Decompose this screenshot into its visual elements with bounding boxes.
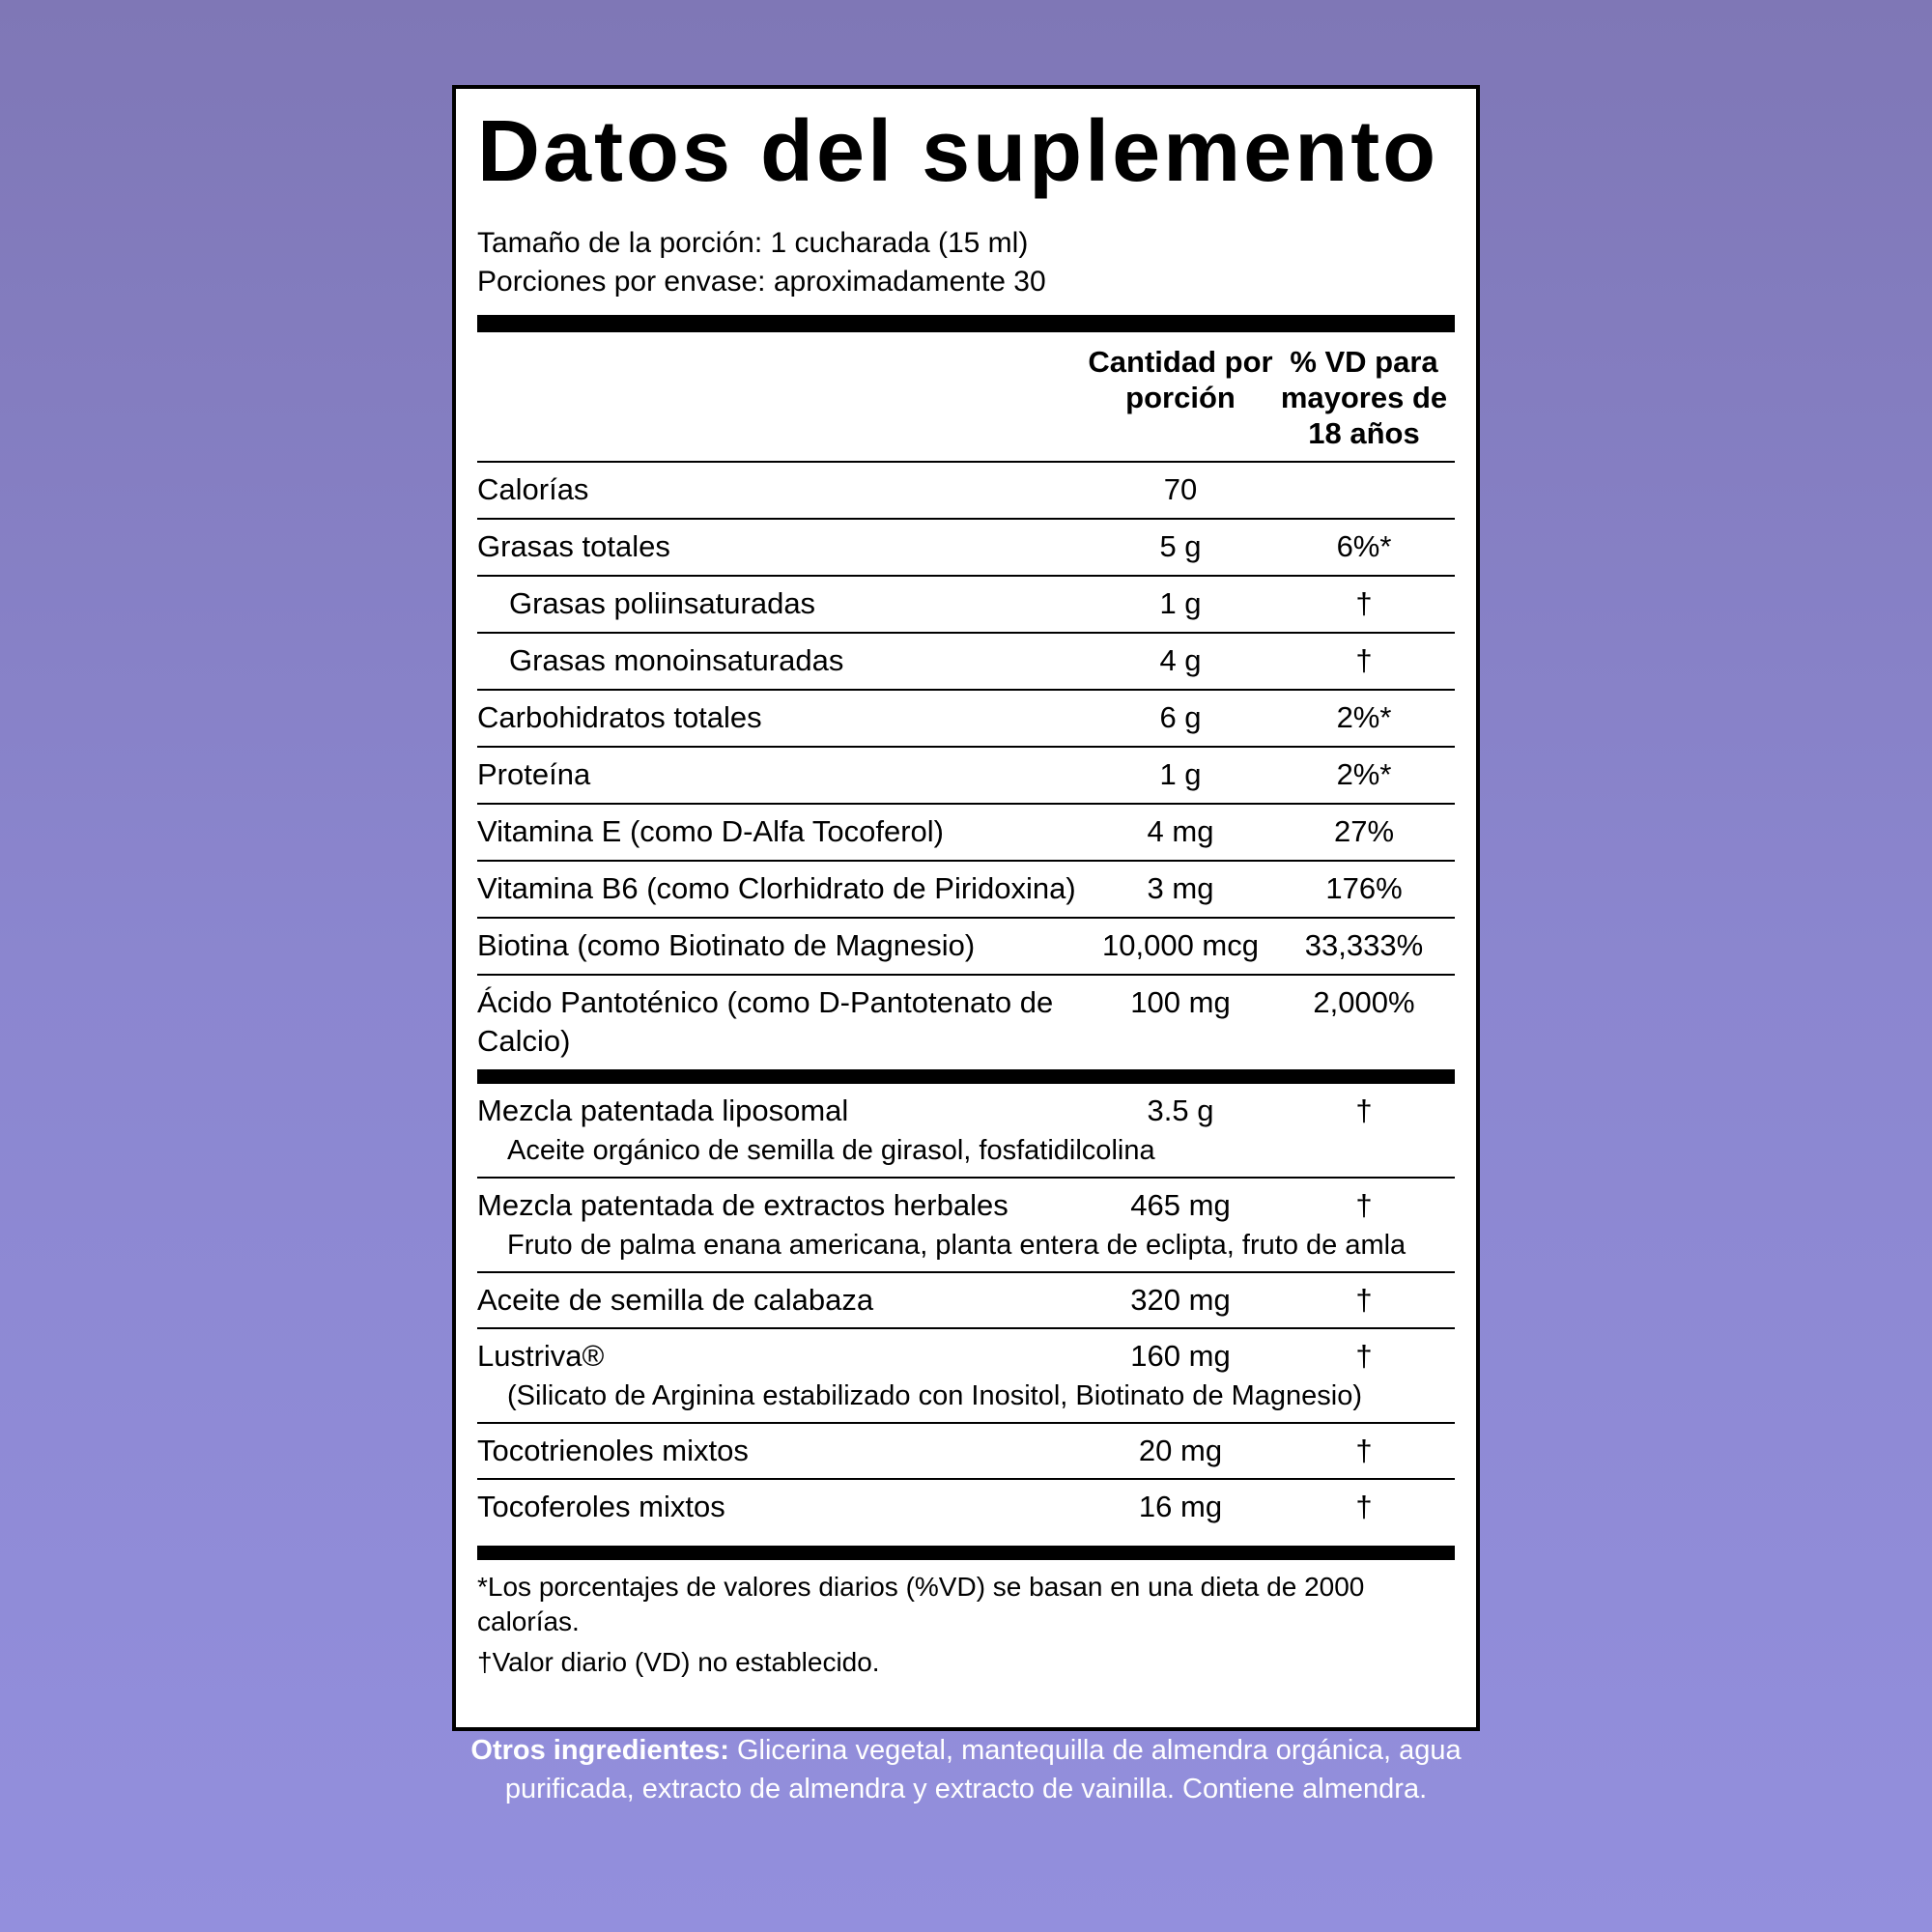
nutrient-row xyxy=(477,520,1455,577)
nutrient-row xyxy=(477,577,1455,634)
servings-per-container: Porciones por envase: aproximadamente 30 xyxy=(477,266,1046,298)
blend-ingredients: (Silicato de Arginina estabilizado con Inositol, Biotinato de Magnesio) xyxy=(507,1380,1363,1411)
nutrient-dv: † xyxy=(1355,586,1373,620)
nutrient-amount: 70 xyxy=(1163,472,1198,506)
nutrient-amount: 100 mg xyxy=(1130,985,1231,1019)
nutrient-amount: 1 g xyxy=(1159,586,1202,620)
other-ingredients xyxy=(454,1731,1478,1808)
dv-column-header: % VD para mayores de 18 años xyxy=(1280,345,1448,450)
blend-amount: 20 mg xyxy=(1138,1434,1223,1467)
blend-row xyxy=(477,1480,1455,1534)
nutrient-row xyxy=(477,634,1455,691)
blend-name: Lustriva® xyxy=(477,1339,605,1373)
nutrient-dv xyxy=(1273,463,1455,518)
nutrient-amount: 6 g xyxy=(1159,700,1202,734)
nutrient-amount: 3 mg xyxy=(1147,871,1214,905)
panel-title: Datos del suplemento xyxy=(477,103,1439,200)
nutrient-dv: 27% xyxy=(1333,814,1395,848)
blend-amount: 465 mg xyxy=(1130,1188,1231,1222)
dv-basis-footnote: *Los porcentajes de valores diarios (%VD) se basan en una dieta de 2000 calorías. xyxy=(477,1572,1365,1636)
nutrient-amount: 5 g xyxy=(1159,529,1202,563)
blend-table xyxy=(477,1084,1455,1534)
nutrient-name: Grasas totales xyxy=(477,529,670,563)
nutrient-name: Carbohidratos totales xyxy=(477,700,762,734)
blend-amount: 16 mg xyxy=(1138,1490,1223,1523)
blend-dv: † xyxy=(1355,1339,1373,1373)
nutrient-dv: 33,333% xyxy=(1304,928,1424,962)
nutrient-row xyxy=(477,919,1455,976)
blend-amount: 3.5 g xyxy=(1147,1094,1214,1127)
blend-dv: † xyxy=(1355,1434,1373,1467)
blend-dv: † xyxy=(1355,1283,1373,1317)
blend-dv: † xyxy=(1355,1094,1373,1127)
nutrient-name: Calorías xyxy=(477,472,589,506)
serving-info xyxy=(477,224,1455,301)
nutrient-dv: 2%* xyxy=(1336,757,1392,791)
other-ingredients-label: Otros ingredientes: xyxy=(470,1735,729,1766)
nutrient-row xyxy=(477,463,1455,520)
nutrient-dv: 176% xyxy=(1325,871,1403,905)
nutrient-dv: 6%* xyxy=(1336,529,1392,563)
blend-name: Tocoferoles mixtos xyxy=(477,1490,725,1523)
footnotes xyxy=(477,1560,1455,1680)
nutrient-name: Proteína xyxy=(477,757,591,791)
nutrient-name: Biotina (como Biotinato de Magnesio) xyxy=(477,928,976,962)
nutrient-row xyxy=(477,691,1455,748)
nutrient-name: Grasas monoinsaturadas xyxy=(509,643,844,677)
nutrient-name: Vitamina E (como D-Alfa Tocoferol) xyxy=(477,814,944,848)
serving-size: Tamaño de la porción: 1 cucharada (15 ml) xyxy=(477,227,1029,259)
blend-ingredients: Fruto de palma enana americana, planta entera de eclipta, fruto de amla xyxy=(507,1230,1406,1261)
blend-row xyxy=(477,1329,1455,1424)
nutrient-row xyxy=(477,862,1455,919)
nutrient-dv: 2,000% xyxy=(1313,985,1415,1019)
nutrient-name: Ácido Pantoténico (como D-Pantotenato de Calcio) xyxy=(477,985,1054,1058)
blend-amount: 160 mg xyxy=(1130,1339,1231,1373)
nutrient-row xyxy=(477,976,1455,1069)
nutrient-row xyxy=(477,805,1455,862)
blend-dv: † xyxy=(1355,1188,1373,1222)
blend-amount: 320 mg xyxy=(1130,1283,1231,1317)
amount-column-header: Cantidad por porción xyxy=(1088,345,1273,414)
blend-row xyxy=(477,1424,1455,1480)
blend-ingredients: Aceite orgánico de semilla de girasol, fosfatidilcolina xyxy=(507,1135,1155,1166)
dv-not-established-footnote: †Valor diario (VD) no establecido. xyxy=(477,1647,880,1677)
nutrient-table xyxy=(477,463,1455,1069)
thick-divider xyxy=(477,315,1455,332)
blend-row xyxy=(477,1084,1455,1179)
blend-dv: † xyxy=(1355,1490,1373,1523)
nutrient-dv: 2%* xyxy=(1336,700,1392,734)
blend-name: Tocotrienoles mixtos xyxy=(477,1434,749,1467)
blend-name: Mezcla patentada de extractos herbales xyxy=(477,1188,1009,1222)
nutrient-name: Grasas poliinsaturadas xyxy=(509,586,816,620)
blend-row xyxy=(477,1179,1455,1273)
nutrient-row xyxy=(477,748,1455,805)
nutrient-dv: † xyxy=(1355,643,1373,677)
nutrient-name: Vitamina B6 (como Clorhidrato de Piridoxina) xyxy=(477,871,1076,905)
blend-name: Mezcla patentada liposomal xyxy=(477,1094,849,1127)
other-ingredients-text: Glicerina vegetal, mantequilla de almendra orgánica, agua purificada, extracto de almendra y extracto de vainilla. Contiene almendra. xyxy=(504,1735,1462,1804)
blend-row xyxy=(477,1273,1455,1329)
nutrient-amount: 4 mg xyxy=(1147,814,1214,848)
column-header-row xyxy=(477,332,1455,463)
thick-divider xyxy=(477,1546,1455,1560)
nutrient-amount: 10,000 mcg xyxy=(1102,928,1259,962)
nutrient-amount: 1 g xyxy=(1159,757,1202,791)
blend-name: Aceite de semilla de calabaza xyxy=(477,1283,874,1317)
thick-divider xyxy=(477,1069,1455,1084)
nutrient-amount: 4 g xyxy=(1159,643,1202,677)
supplement-facts-panel xyxy=(452,85,1480,1731)
